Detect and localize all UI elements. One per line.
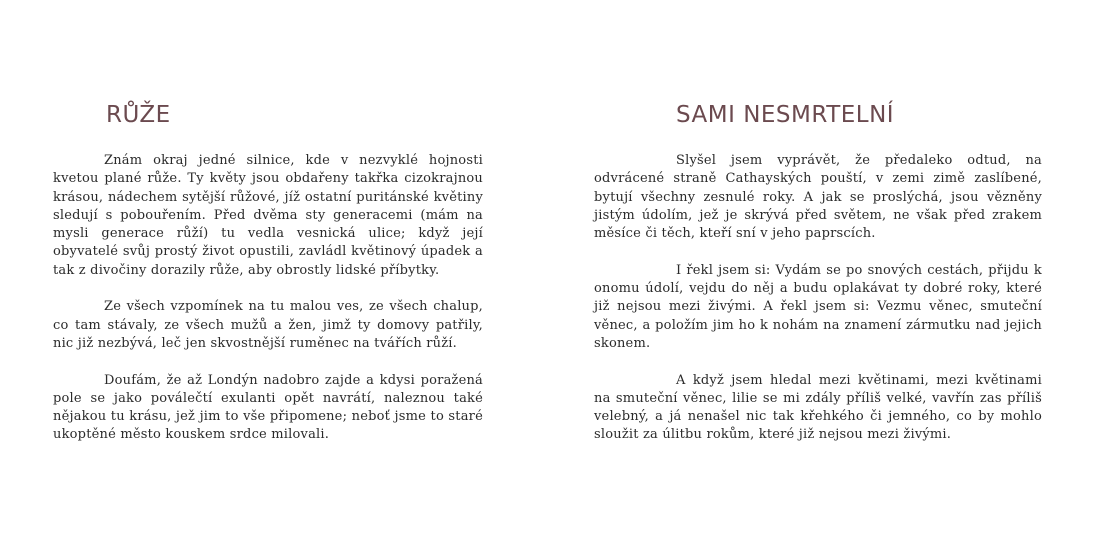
left-page-body (53, 152, 483, 463)
right-page-title: SAMI NESMRTELNÍ (676, 102, 895, 128)
left-page-title: RŮŽE (106, 102, 171, 128)
paragraph: A když jsem hledal mezi květinami, mezi květinami na smuteční věnec, lilie se mi zdály příliš velké, vavřín zas příliš velebný, a já nenašel nic tak křehkého či jemného, co by mohlo sloužit za úlitbu rokům, které již nejsou mezi živými. (594, 372, 1042, 443)
paragraph: I řekl jsem si: Vydám se po snových cestách, přijdu k onomu údolí, vejdu do něj a budu oplakávat ty dobré roky, které již nejsou mezi živými. A řekl jsem si: Vezmu věnec, smuteční věnec, a položím jim ho k nohám na znamení zármutku nad jejich skonem. (594, 262, 1042, 351)
paragraph: Ze všech vzpomínek na tu malou ves, ze všech chalup, co tam stávaly, ze všech mužů a žen, jimž ty domovy patřily, nic již nezbývá, leč jen skvostnější ruměnec na tvářích růží. (53, 299, 483, 351)
paragraph: Slyšel jsem vyprávět, že předaleko odtud, na odvrácené straně Cathayských pouští, v zemi zimě zaslíbené, bytují všechny zesnulé roky. A jak se proslýchá, jsou vězněny jistým údolím, jež je skrývá před světem, ne však před zrakem měsíce či těch, kteří sní v jeho paprscích. (594, 153, 1042, 242)
paragraph: Doufám, že až Londýn nadobro zajde a kdysi poražená pole se jako poválečtí exulanti opět navrátí, naleznou také nějakou tu krásu, jež jim to vše připomene; neboť jsme to staré ukoptěné město kouskem srdce milovali. (53, 372, 483, 443)
paragraph: Znám okraj jedné silnice, kde v nezvyklé hojnosti kvetou plané růže. Ty květy jsou obdařeny takřka cizokrajnou krásou, nádechem sytější růžové, jíž ostatní puritánské květiny sledují s pobouřením. Před dvěma sty generacemi (mám na mysli generace růží) tu vedla vesnická ulice; když její obyvatelé svůj prostý život opustili, zavládl květinový úpadek a tak z divočiny dorazily růže, aby obrostly lidské příbytky. (53, 153, 483, 278)
right-page-body (594, 152, 1042, 463)
